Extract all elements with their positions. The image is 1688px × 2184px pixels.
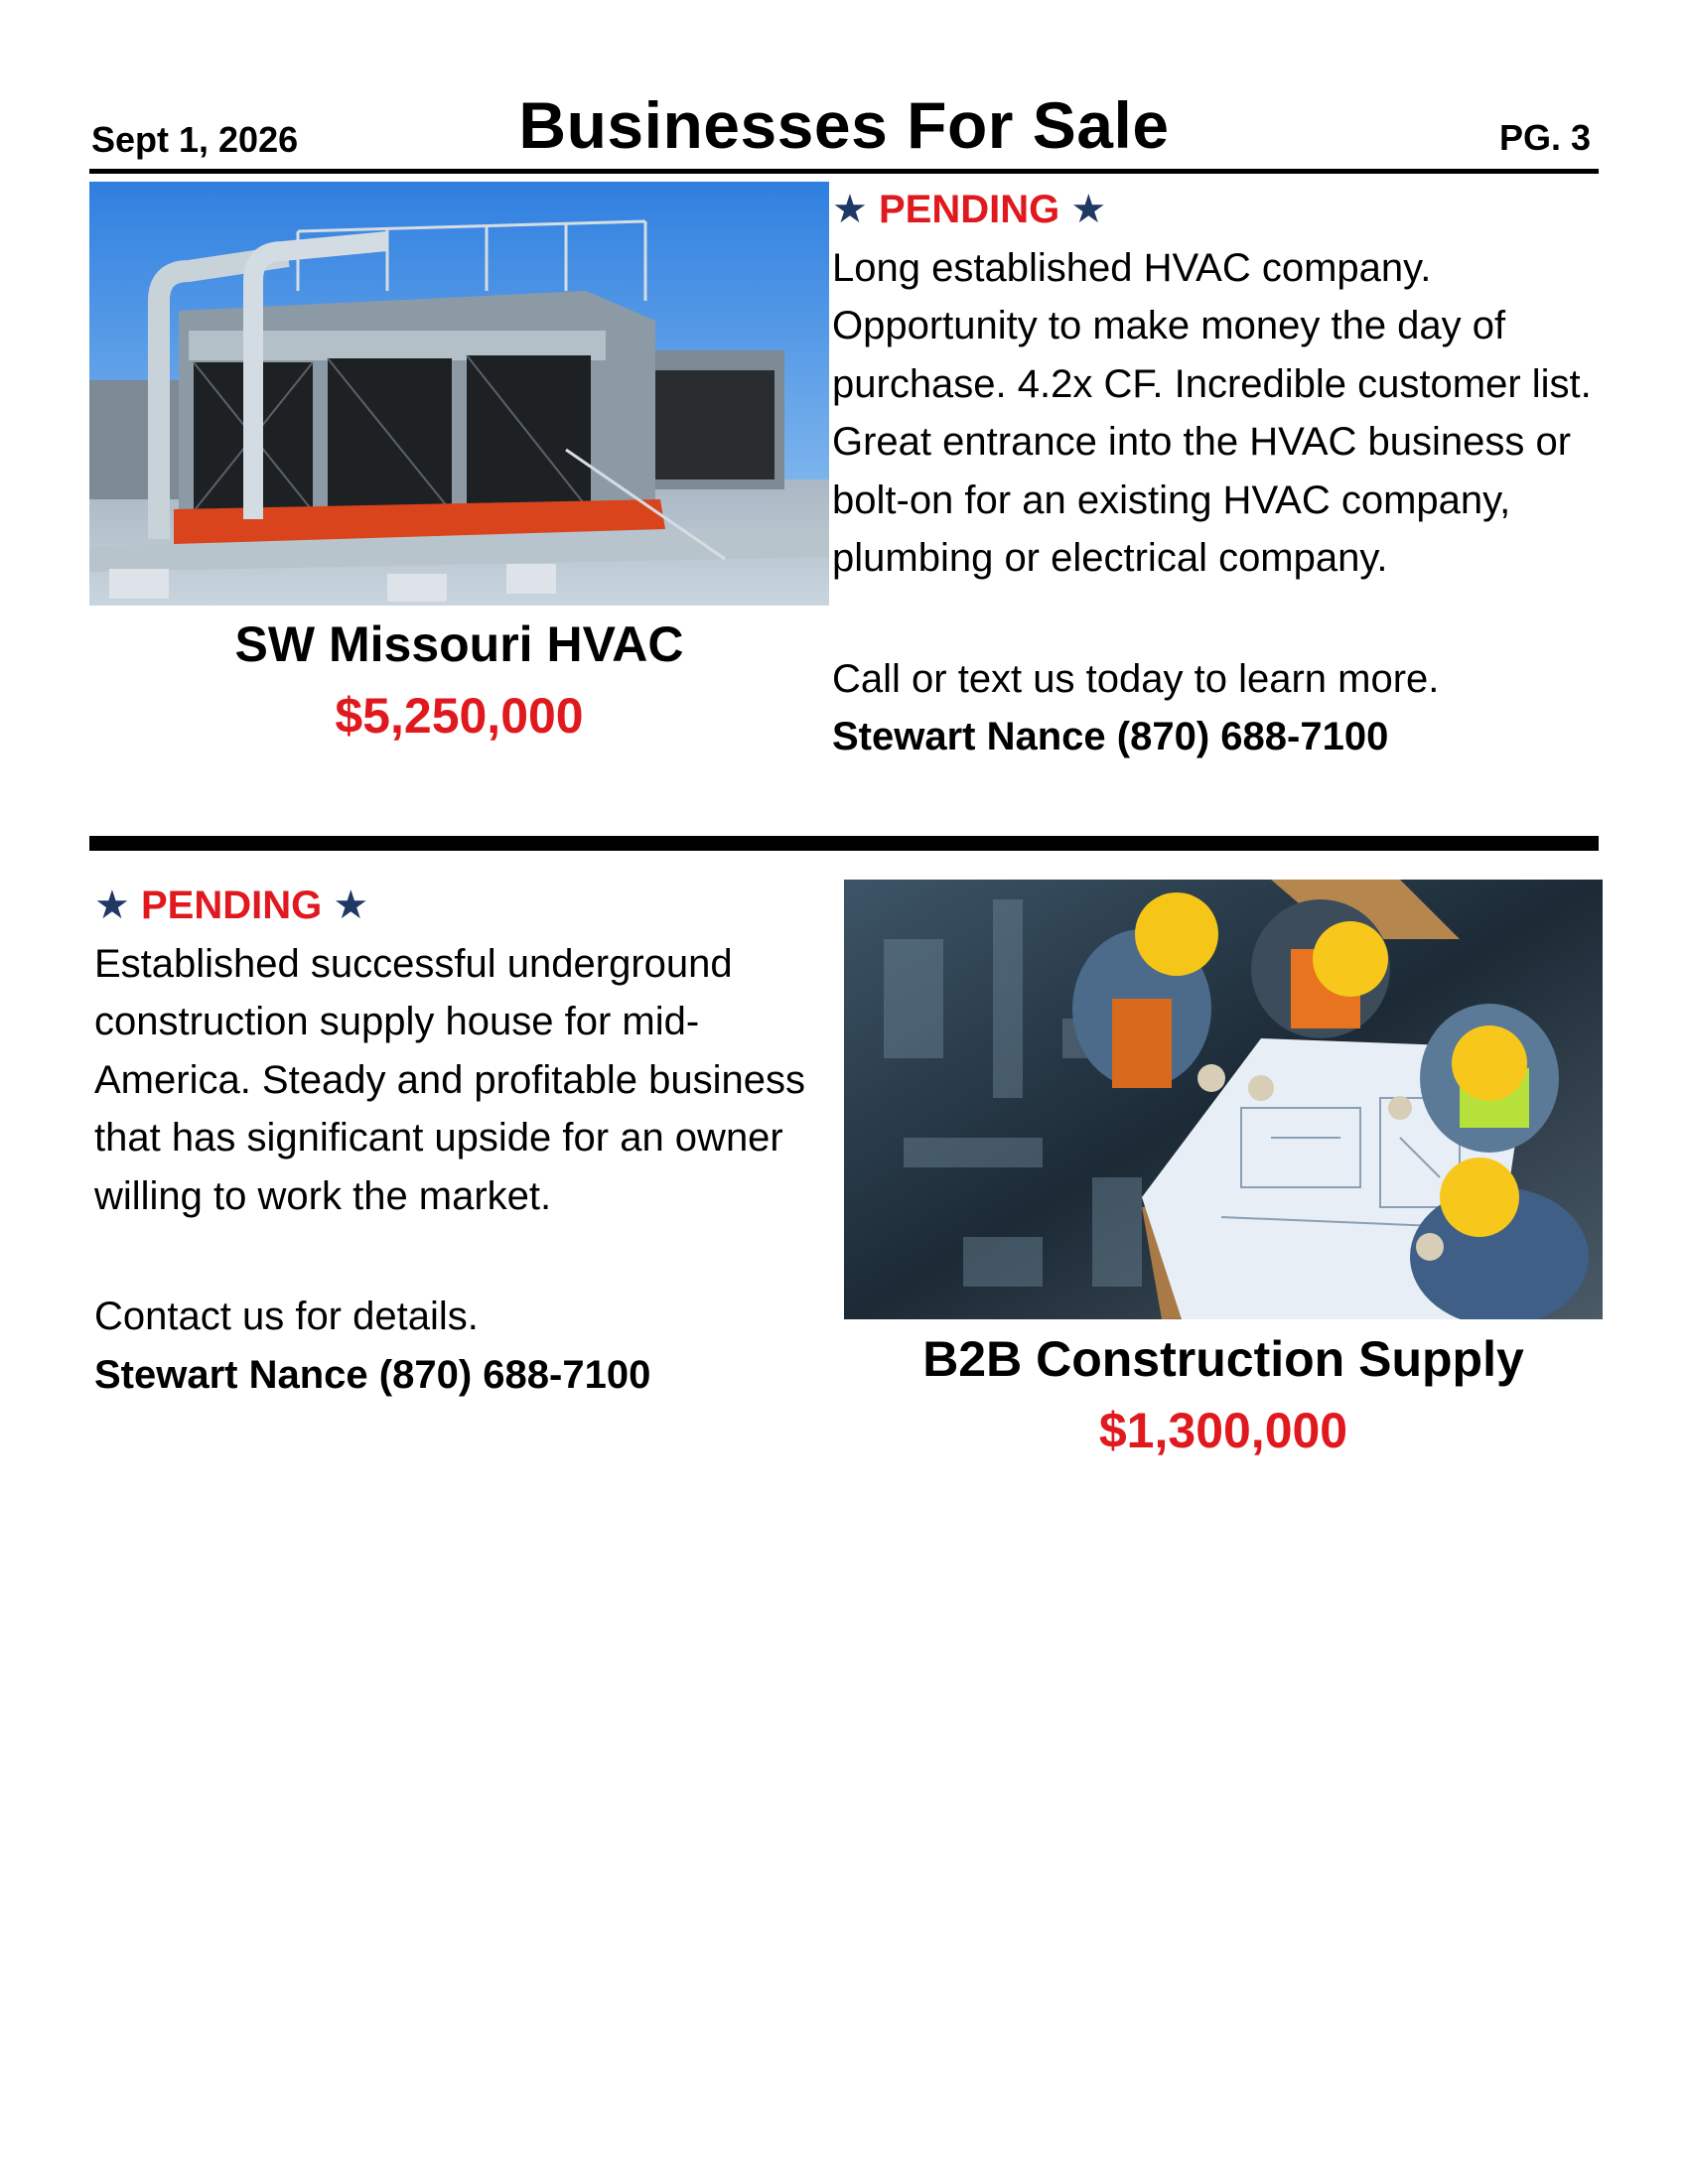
listing-2-description: Established successful underground construction supply house for mid-America. Steady and profitable business that has significant upside for an owner willing to work the market. xyxy=(94,941,805,1218)
listing-1-status: PENDING xyxy=(878,188,1060,231)
star-icon: ★ xyxy=(94,884,130,927)
listing-1-contact: Stewart Nance (870) 688-7100 xyxy=(832,715,1389,758)
listing-2-status-line xyxy=(94,877,849,935)
star-icon: ★ xyxy=(333,884,369,927)
construction-workers-image xyxy=(844,880,1603,1319)
listing-2-details xyxy=(94,877,849,1404)
listing-2-name: B2B Construction Supply xyxy=(922,1331,1524,1387)
listing-1-description: Long established HVAC company. Opportunity to make money the day of purchase. 4.2x CF. Incredible customer list. Great entrance into the HVAC business or bolt-on for an existing HVAC company, plumbing or electrical company. xyxy=(832,245,1592,580)
header-divider xyxy=(89,169,1599,174)
listing-2-contact: Stewart Nance (870) 688-7100 xyxy=(94,1352,651,1397)
listing-2-cta: Contact us for details. xyxy=(94,1295,479,1338)
star-icon: ★ xyxy=(1070,188,1107,231)
star-icon: ★ xyxy=(832,188,868,231)
issue-date: Sept 1, 2026 xyxy=(91,119,299,160)
listing-2-status: PENDING xyxy=(140,884,323,927)
page-title: Businesses For Sale xyxy=(518,88,1170,162)
listing-1-price: $5,250,000 xyxy=(335,688,584,744)
section-divider xyxy=(89,836,1599,851)
hvac-cooling-tower-image xyxy=(89,182,829,606)
page-number: PG. 3 xyxy=(1498,117,1591,158)
page-header xyxy=(89,79,1599,169)
listing-1-cta: Call or text us today to learn more. xyxy=(832,656,1440,701)
listing-2-price: $1,300,000 xyxy=(1098,1403,1348,1458)
listing-1-status-line xyxy=(832,181,1607,239)
listing-1-name: SW Missouri HVAC xyxy=(234,616,684,672)
listing-1-details xyxy=(832,181,1607,766)
